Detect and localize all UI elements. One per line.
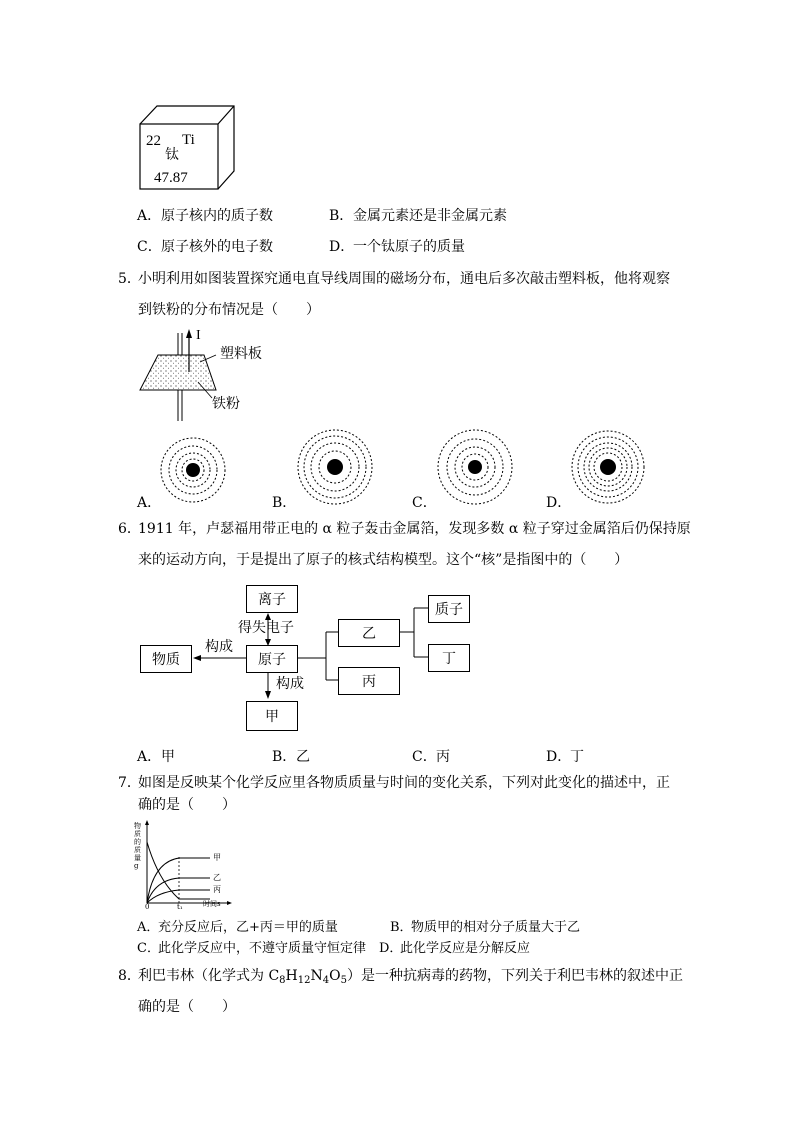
- q6-option-a-text: 甲: [161, 749, 175, 765]
- graph-y-label: 物质的质量g: [134, 822, 141, 870]
- current-label: I: [196, 328, 201, 343]
- series-yi-label: 乙: [213, 873, 221, 882]
- gain-lose-electrons-label: 得失电子: [238, 620, 294, 636]
- formula-c-subscript: 8: [279, 975, 286, 986]
- q4-option-b-label: B．: [329, 208, 354, 224]
- formula-n: N: [310, 968, 323, 984]
- q7-option-c-text: 此化学反应中，不遵守质量守恒定律: [158, 941, 367, 956]
- graph-x-label: 时间s: [203, 900, 221, 908]
- element-name: 钛: [165, 147, 179, 163]
- proton-box: 质子: [428, 595, 470, 623]
- q6-option-b-text: 乙: [296, 749, 310, 765]
- q4-option-b-text: 金属元素还是非金属元素: [353, 208, 507, 224]
- element-symbol: Ti: [182, 132, 195, 148]
- q5-option-b-label: B．: [272, 495, 297, 511]
- q4-option-a-text: 原子核内的质子数: [161, 208, 273, 224]
- formula-o: O: [329, 968, 341, 984]
- q8-number: 8．: [118, 968, 141, 984]
- q8-stem-post: ）是一种抗病毒的药物，下列关于利巴韦林的叙述中正: [346, 968, 683, 984]
- bing-box: 丙: [338, 667, 400, 695]
- matter-box: 物质: [140, 645, 192, 673]
- q8-stem-line2: 确的是（ ）: [138, 999, 236, 1015]
- q6-option-a-label: A．: [137, 749, 162, 765]
- formula-o-subscript: 5: [340, 975, 347, 986]
- jia-box: 甲: [246, 701, 298, 731]
- q5-option-a-label: A．: [137, 495, 162, 511]
- q5-stem-line2: 到铁粉的分布情况是（ ）: [138, 302, 320, 318]
- q7-option-d-text: 此化学反应是分解反应: [400, 941, 531, 956]
- q4-option-a-label: A．: [137, 208, 162, 224]
- q6-stem-line1: 1911 年，卢瑟福用带正电的 α 粒子轰击金属箔，发现多数 α 粒子穿过金属箔后仍保持原: [138, 521, 691, 537]
- q6-option-d-label: D．: [546, 749, 572, 765]
- q6-option-c-text: 丙: [436, 749, 450, 765]
- q6-option-d-text: 丁: [570, 749, 584, 765]
- formula-h-subscript: 12: [297, 975, 311, 986]
- q4-option-d-text: 一个钛原子的质量: [353, 239, 465, 255]
- series-bing-label: 丙: [213, 885, 221, 894]
- composes-left-label: 构成: [205, 639, 233, 655]
- atomic-number: 22: [146, 133, 161, 149]
- q8-stem-pre: 利巴韦林（化学式为 C: [138, 968, 280, 984]
- q7-stem-line1: 如图是反映某个化学反应里各物质质量与时间的变化关系，下列对此变化的描述中，正: [138, 775, 670, 791]
- yi-box: 乙: [338, 619, 400, 647]
- q5-option-c-label: C．: [412, 495, 437, 511]
- q5-number: 5．: [118, 271, 141, 287]
- q6-stem-line2: 来的运动方向，于是提出了原子的核式结构模型。这个“核”是指图中的（ ）: [138, 552, 629, 568]
- plastic-plate-label: 塑料板: [220, 346, 262, 362]
- ding-box: 丁: [428, 644, 470, 672]
- q7-option-a-label: A．: [137, 920, 160, 935]
- q7-option-c-label: C．: [137, 941, 160, 956]
- q6-option-b-label: B．: [272, 749, 297, 765]
- q5-option-d-label: D．: [546, 495, 572, 511]
- q6-number: 6．: [118, 521, 141, 537]
- atom-box: 原子: [246, 645, 298, 673]
- graph-origin-label: 0: [145, 903, 150, 911]
- composes-down-label: 构成: [276, 676, 304, 692]
- q7-option-d-label: D．: [379, 941, 403, 956]
- formula-n-subscript: 4: [322, 975, 330, 986]
- q7-stem-line2: 确的是（ ）: [138, 797, 236, 813]
- q4-option-c-text: 原子核外的电子数: [161, 239, 273, 255]
- q7-option-a-text: 充分反应后，乙+丙＝甲的质量: [158, 920, 338, 935]
- atomic-mass: 47.87: [154, 170, 188, 186]
- ion-box: 离子: [246, 585, 298, 613]
- q7-option-b-text: 物质甲的相对分子质量大于乙: [411, 920, 581, 935]
- series-jia-label: 甲: [213, 853, 221, 862]
- q8-stem-line1: [138, 966, 683, 991]
- formula-h: H: [285, 968, 298, 984]
- graph-t1-label: t₁: [177, 903, 183, 911]
- q5-stem-line1: 小明利用如图装置探究通电直导线周围的磁场分布，通电后多次敲击塑料板，他将观察: [138, 271, 670, 287]
- q7-option-b-label: B．: [390, 920, 413, 935]
- q4-option-d-label: D．: [329, 239, 355, 255]
- iron-powder-label: 铁粉: [212, 396, 240, 412]
- q4-option-c-label: C．: [137, 239, 162, 255]
- q6-option-c-label: C．: [412, 749, 437, 765]
- q7-number: 7．: [118, 775, 141, 791]
